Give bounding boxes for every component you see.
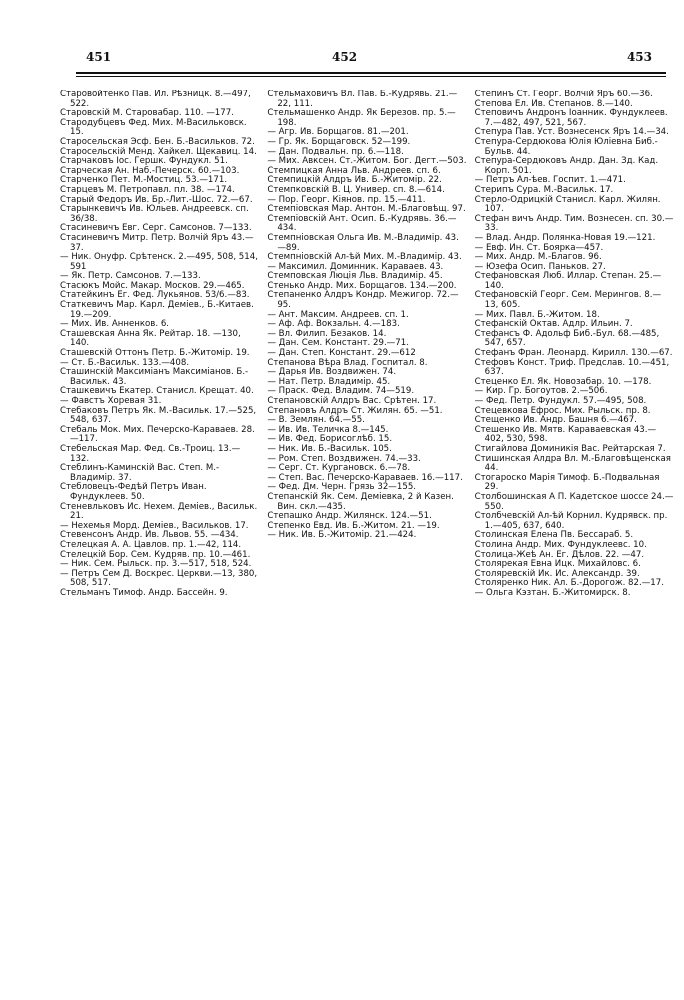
directory-entry: — Агр. Ив. Борщагов. 81.—201. xyxy=(267,127,409,138)
directory-entry: Степура Пав. Уст. Вознесенск Яръ 14.—34. xyxy=(474,127,669,138)
directory-entry: Стебаковъ Петръ Як. М.-Васильк. 17.—525, 548, 637. xyxy=(60,405,257,426)
directory-entry: — Фед. Дм. Черн. Грязь 32—155. xyxy=(267,482,417,493)
directory-entry: Старосельская Эсф. Бен. Б.-Васильков. 72. xyxy=(60,136,255,147)
directory-entry: — Ник. Онуфр. Срѣтенск. 2.—495, 508, 514, 591 xyxy=(60,252,258,272)
directory-entry: Стешенко Ив. Мятв. Караваевская 43.—402, 530, 598. xyxy=(474,424,657,445)
directory-entry: Стерло-Одрицкій Станисл. Карл. Жилян. 107. xyxy=(474,194,661,215)
directory-entry: — Петръ Ал-ѣев. Госпит. 1.—471. xyxy=(474,175,626,186)
directory-entry: — Мих. Андр. М.-Благов. 96. xyxy=(474,252,602,263)
directory-entry: Стелецкая А. А. Цавлов. пр. 1.—42, 114. xyxy=(60,539,242,550)
header-rule-thick xyxy=(76,72,666,74)
directory-entry: Стемпніовская Ольга Ив. М.-Владимір. 43.—89. xyxy=(267,232,459,253)
directory-entry: Статейкинъ Ег. Фед. Лукьянов. 53/6.—83. xyxy=(60,290,250,301)
directory-entry: Стебаль Мок. Мих. Печерско-Караваев. 28.—117. xyxy=(60,424,255,445)
directory-entry: Старый Федоръ Ив. Бр.-Лит.-Шос. 72.—67. xyxy=(60,194,253,205)
page-number-left: 451 xyxy=(86,50,112,64)
directory-entry: Степаненко Алдръ Кондр. Межигор. 72.—95. xyxy=(267,290,459,311)
directory-entry: — Фед. Петр. Фундукл. 57.—495, 508. xyxy=(474,396,647,406)
directory-entry: Стефанъ Фран. Леонард. Кирилл. 130.—67. xyxy=(474,348,673,359)
directory-entry: — Влад. Андр. Полянка-Новая 19.—121. xyxy=(474,232,656,243)
page-number-center: 452 xyxy=(332,50,358,64)
directory-entry: Стишинская Алдра Вл. М.-Благовѣщенская 44. xyxy=(474,453,671,474)
directory-entry: — Вл. Филип. Безаков. 14. xyxy=(267,328,387,339)
directory-entry: — Дарья Ив. Воздвижен. 74. xyxy=(267,367,397,378)
directory-entry: Стемпковскій В. Ц. Универ. сп. 8.—614. xyxy=(267,184,445,195)
directory-entry: Степовичъ Андронъ Іоанник. Фундуклеев. 7.—482, 497, 521, 567. xyxy=(474,108,668,128)
directory-entry: Стебельская Мар. Фед. Св.-Троиц. 13.—132. xyxy=(60,443,241,464)
directory-entry: — Як. Петр. Самсонов. 7.—133. xyxy=(60,271,201,282)
directory-entry: Стогароско Марія Тимоф. Б.-Подвальная 29. xyxy=(474,472,660,493)
directory-entry: Стефановскій Георг. Сем. Мерингов. 8.—13, 605. xyxy=(474,290,662,311)
directory-entry: Старовойтенко Пав. Ил. Рѣзницк. 8.—497, 522. xyxy=(60,90,251,109)
directory-entry: Столярекая Евна Ицк. Михайловс. 6. xyxy=(474,559,641,570)
directory-entry: — Петръ Сем Д. Воскрес. Церкви.—13, 380, 508, 517. xyxy=(60,568,258,589)
directory-entry: — Юзефа Осип. Паньков. 27. xyxy=(474,261,606,272)
directory-entry: — Дан. Степ. Констант. 29.—612 xyxy=(267,348,416,359)
directory-entry: — Праск. Фед. Владим. 74—519. xyxy=(267,386,415,397)
directory-entry: — Гр. Як. Борщаговск. 52—199. xyxy=(267,136,411,147)
directory-entry: Стасюкъ Мойс. Макар. Москов. 29.—465. xyxy=(60,280,245,291)
directory-entry: — В. Землян. 64.—55. xyxy=(267,415,365,426)
directory-entry: — Ольга Кэзтан. Б.-Житомирск. 8. xyxy=(474,587,631,598)
directory-entry: — Кир. Гр. Богоутов. 2.—506. xyxy=(474,386,608,397)
directory-entry: — Фавстъ Хоревая 31. xyxy=(60,396,162,406)
directory-entry: — Ив. Ив. Теличка 8.—145. xyxy=(267,424,389,435)
directory-entry: Степура-Сердюковъ Андр. Дан. Зд. Кад. Корп. 501. xyxy=(474,156,659,176)
directory-entry: Степура-Сердюкова Юлія Юліевна Биб.-Бульв. 44. xyxy=(474,136,658,157)
directory-entry: Степенко Евд. Ив. Б.-Житом. 21. —19. xyxy=(267,520,440,531)
directory-entry: Стефан вичъ Андр. Тим. Вознесен. сп. 30.—33. xyxy=(474,213,674,234)
directory-entry: — Ант. Максим. Андреев. сп. 1. xyxy=(267,309,409,320)
directory-entry: Степанскій Як. Сем. Деміевка, 2 й Казен. Вин. скл.—435. xyxy=(267,491,454,512)
directory-entry: Стасиневичъ Митр. Петр. Волчій Яръ 43.—37. xyxy=(60,232,254,253)
directory-entry: Стевенсонъ Андр. Ив. Львов. 55. —434. xyxy=(60,530,239,541)
directory-entry: — Ник. Ив. Б.-Васильк. 105. xyxy=(267,443,392,454)
directory-entry: Столинская Елена Пв. Бессараб. 5. xyxy=(474,530,634,541)
directory-entry: — Серг. Ст. Кургановск. 6.—78. xyxy=(267,463,411,474)
directory-entry: Степашко Андр. Жилянск. 124.—51. xyxy=(267,511,432,522)
directory-entry: — Пор. Георг. Кіянов. пр. 15.—411. xyxy=(267,194,426,205)
directory-entry: Столбошинская А П. Кадетское шоссе 24.—550. xyxy=(474,491,674,512)
column-right xyxy=(475,90,674,982)
directory-entry: Стельманъ Тимоф. Андр. Бассейн. 9. xyxy=(60,587,228,598)
directory-entry: Стародубцевъ Фед. Мих. М-Васильковск. 15. xyxy=(60,117,247,138)
directory-entry: Стемпіовская Мар. Антон. М.-Благовѣщ. 97. xyxy=(267,204,466,215)
directory-entry: — Нат. Петр. Владимір. 45. xyxy=(267,376,391,387)
directory-entry: Сташевская Анна Як. Рейтар. 18. —130, 140. xyxy=(60,328,241,349)
directory-entry: Степова Ел. Ив. Степанов. 8.—140. xyxy=(474,98,633,109)
directory-entry: Стерипъ Сура. М.-Васильк. 17. xyxy=(474,184,614,195)
header-rule-thin xyxy=(76,76,666,77)
directory-entry: Стеценко Ел. Як. Новозабар. 10. —178. xyxy=(474,376,652,387)
directory-entry: Степинъ Ст. Георг. Волчій Яръ 60.—36. xyxy=(474,90,653,99)
directory-entry: Стельмаховичъ Вл. Пав. Б.-Кудрявь. 21.—22, 111. xyxy=(267,90,458,109)
directory-entry: — Дан. Подвальн. пр. 6.—118. xyxy=(267,146,404,157)
directory-entry: Старовскій М. Старовабар. 110. —177. xyxy=(60,108,234,119)
directory-entry: Столица-Жеѣ Ан. Ег. Дѣлов. 22. —47. xyxy=(474,549,645,560)
directory-entry: Степановскій Алдръ Вас. Срѣтен. 17. xyxy=(267,396,437,406)
directory-entry: — Степ. Вас. Печерско-Караваев. 16.—117. xyxy=(267,472,463,483)
directory-entry: Стемпіовскій Ант. Осип. Б.-Кудрявь. 36.—434. xyxy=(267,213,457,234)
page-header xyxy=(14,50,670,74)
directory-entry: Стемпицкій Алдръ Ив. Б.-Житомір. 22. xyxy=(267,175,442,186)
directory-entry: Стемпніовскій Ал-ѣй Мих. М.-Владимір. 43. xyxy=(267,252,462,263)
directory-entry: — Нехемья Морд. Деміев., Васильков. 17. xyxy=(60,520,249,531)
directory-entry: Стеблинъ-Каминскій Вас. Степ. М.-Владимір. 37. xyxy=(60,463,220,483)
directory-entry: Стеневльковъ Ис. Нехем. Деміев., Васильк. 21. xyxy=(60,501,258,522)
directory-entry: Сташкевичъ Екатер. Станисл. Крещат. 40. xyxy=(60,386,254,397)
column-left xyxy=(60,90,259,982)
directory-entry: Старосельскій Менд. Хайкел. Щекавиц. 14. xyxy=(60,146,257,157)
directory-entry: Стебловецъ-Федѣй Петръ Иван. Фундуклеев. 50. xyxy=(60,482,207,502)
directory-columns xyxy=(60,90,674,982)
directory-entry: — Мих. Павл. Б.-Житом. 18. xyxy=(474,309,600,320)
directory-entry: Старцевъ М. Петропавл. пл. 38. —174. xyxy=(60,184,235,195)
directory-entry: Стемповская Люція Льв. Владимір. 45. xyxy=(267,271,443,282)
directory-entry: Стефанскій Октав. Адлр. Ильин. 7. xyxy=(474,319,633,330)
directory-entry: Статкевичъ Мар. Карл. Деміев., Б.-Китаев. 19.—209. xyxy=(60,300,254,320)
directory-entry: — Дан. Сем. Констант. 29.—71. xyxy=(267,338,409,349)
directory-entry: Стефановская Люб. Иллар. Степан. 25.—140. xyxy=(474,271,662,291)
directory-entry: Старынкевичъ Ив. Юльев. Андреевск. сп. 36/38. xyxy=(60,204,249,224)
directory-entry: Стенько Андр. Мих. Борщагов. 134.—200. xyxy=(267,280,457,291)
directory-entry: — Аф. Аф. Вокзальн. 4.—183. xyxy=(267,319,400,330)
directory-entry: Столяревскій Ик. Ис. Александр. 39. xyxy=(474,568,640,579)
directory-entry: Стасиневичъ Евг. Серг. Самсонов. 7—133. xyxy=(60,223,252,234)
directory-entry: — Ник. Ив. Б.-Житомір. 21.—424. xyxy=(267,530,417,541)
directory-entry: — Ник. Сем. Рыльск. пр. 3.—517, 518, 524. xyxy=(60,559,252,570)
directory-entry: Стефовъ Конст. Триф. Предслав. 10.—451, 637. xyxy=(474,357,670,378)
directory-entry: Стигайлова Доминикія Вас. Рейтарская 7. xyxy=(474,443,666,454)
page-number-right: 453 xyxy=(626,50,652,64)
directory-entry: Степанова Вѣра Влад. Госпитал. 8. xyxy=(267,357,428,368)
column-middle xyxy=(267,90,466,982)
directory-entry: — Мих. Авксен. Ст.-Житом. Бог. Дегт.—503. xyxy=(267,156,467,167)
directory-entry: Сташинскій Максиміанъ Максиміанов. Б.-Васильк. 43. xyxy=(60,367,249,387)
directory-entry: Стещенко Ив. Андр. Башня 6.—467. xyxy=(474,415,637,426)
directory-entry: — Ст. Б.-Васильк. 133.—408. xyxy=(60,357,190,368)
directory-entry: Стефансъ Ф. Адольф Биб.-Бул. 68.—485, 547, 657. xyxy=(474,328,660,349)
directory-entry: Столина Андр. Мих. Фундуклеевс. 10. xyxy=(474,539,647,550)
directory-entry: Столбчевскій Ал-ѣй Корнил. Кудрявск. пр. 1.—405, 637, 640. xyxy=(474,511,668,531)
directory-entry: Стемпицкая Анна Льв. Андреев. сп. 6. xyxy=(267,165,441,176)
directory-entry: Стелецкій Бор. Сем. Кудряв. пр. 10.—461. xyxy=(60,549,251,560)
directory-entry: Стецевкова Ефрос. Мих. Рыльск. пр. 8. xyxy=(474,405,651,416)
directory-entry: — Евф. Ин. Ст. Боярка—457. xyxy=(474,242,604,253)
directory-entry: — Ив. Фед. Борисоглѣб. 15. xyxy=(267,434,393,445)
directory-entry: Столяренко Ник. Ал. Б.-Дорогож. 82.—17. xyxy=(474,578,664,589)
directory-entry: Стельмашенко Андр. Як Березов. пр. 5.—198. xyxy=(267,108,456,128)
directory-entry: — Мих. Ив. Анненков. 6. xyxy=(60,319,170,330)
directory-entry: Старченко Пет. М.-Мостиц. 53.—171. xyxy=(60,175,228,186)
directory-entry: — Максимил. Доминник. Караваев. 43. xyxy=(267,261,444,272)
directory-entry: Старчаковъ Іос. Гершк. Фундукл. 51. xyxy=(60,156,228,167)
directory-entry: Старческая Ан. Наб.-Печерск. 60.—103. xyxy=(60,165,240,176)
directory-entry: Степановъ Алдръ Ст. Жилян. 65. —51. xyxy=(267,405,443,416)
directory-entry: — Ром. Степ. Воздвижен. 74.—33. xyxy=(267,453,421,464)
directory-entry: Сташевскій Оттонъ Петр. Б.-Житомір. 19. xyxy=(60,348,250,359)
